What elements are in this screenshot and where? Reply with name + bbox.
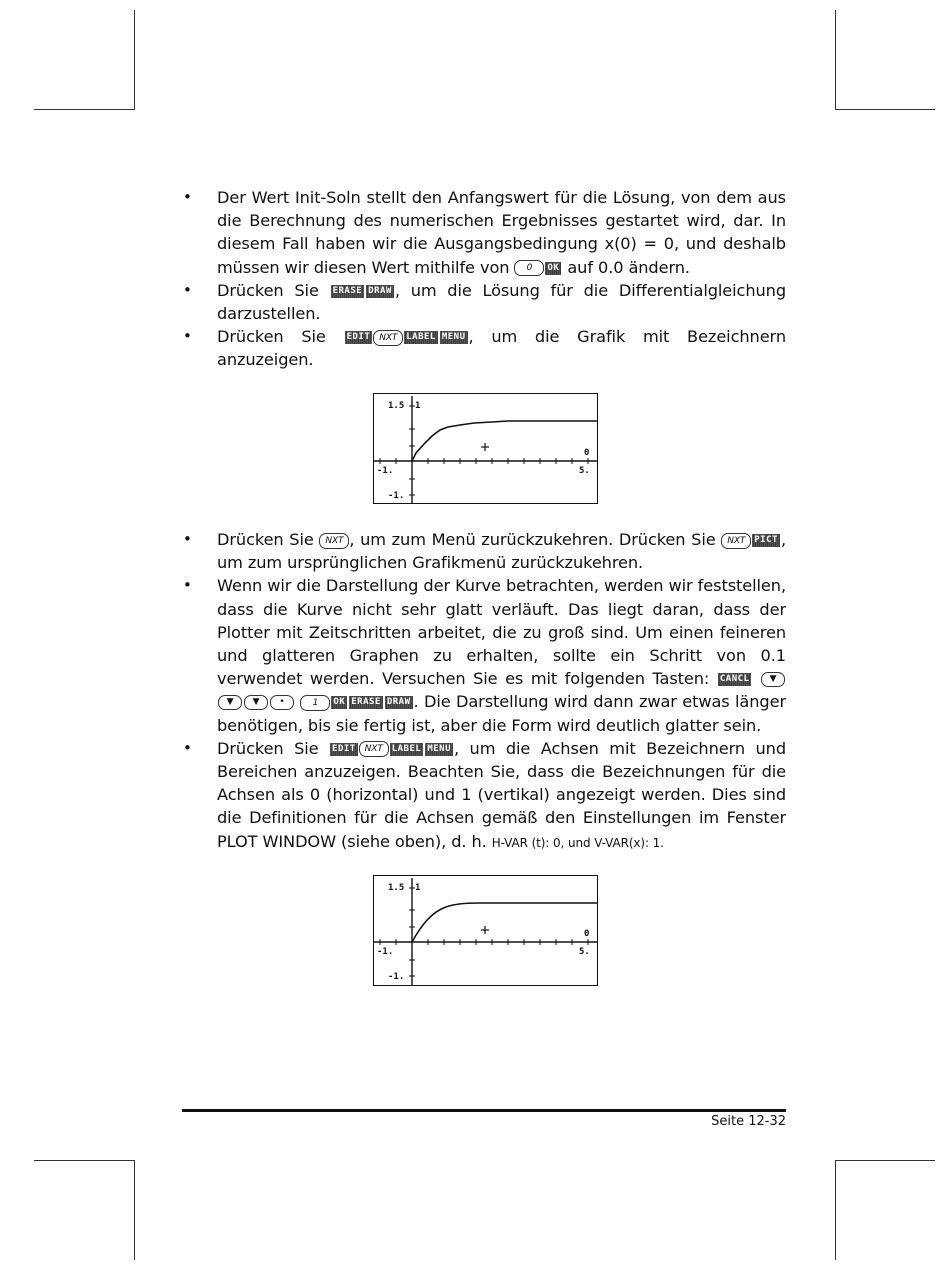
menu-key-draw: DRAW (368, 285, 392, 296)
menu-key-erase: ERASE (332, 285, 363, 296)
crop-mark (835, 109, 935, 110)
item-text: Drücken Sie (217, 327, 326, 347)
y-min-label: -1. (388, 491, 405, 501)
item-text: Drücken Sie (217, 280, 319, 300)
down-arrow-key-icon: ▼ (761, 672, 785, 687)
solution-curve (412, 421, 597, 461)
y-axis-name: 1 (415, 883, 421, 893)
page-number: Seite 12-32 (711, 1114, 786, 1129)
menu-key-pict: PICT (754, 535, 778, 545)
item-text: , um die Grafik mit Bezeichnern anzuzeigen. (217, 327, 786, 370)
plot-svg (374, 876, 597, 985)
item-text: auf 0.0 ändern. (567, 257, 690, 277)
bullet-list-top (183, 186, 786, 372)
crop-mark (835, 10, 836, 110)
menu-key-draw: DRAW (386, 697, 411, 708)
x-axis-name: 0 (584, 929, 590, 939)
calculator-plot-2 (373, 875, 598, 986)
item-text: . Die Darstellung wird dann zwar etwas länger benötigen, bis sie fertig ist, aber die Form wird deutlich glatter sein. (217, 692, 787, 735)
crop-mark (134, 10, 135, 110)
item-text: , um zum ursprünglichen Grafikmenü zurückzukehren. (217, 530, 786, 573)
page-content-lower (183, 528, 786, 855)
solution-curve (412, 903, 597, 942)
menu-key-menu: MENU (427, 743, 451, 754)
crop-mark (835, 1160, 836, 1260)
x-min-label: -1. (377, 466, 394, 476)
list-item (183, 737, 786, 855)
menu-key-edit: EDIT (332, 743, 356, 754)
x-axis-name: 0 (584, 448, 590, 458)
crop-mark (34, 1160, 134, 1161)
item-text: , um zum Menü zurückzukehren. Drücken Sie (349, 530, 716, 549)
menu-key-ok: OK (333, 697, 346, 708)
dot-key: • (270, 695, 294, 710)
bullet-list-bottom (183, 528, 786, 855)
var-settings-text: H-VAR (t): 0, und V-VAR(x): 1. (491, 835, 664, 850)
x-max-label: 5. (579, 947, 590, 957)
item-text: Drücken Sie (217, 738, 319, 758)
item-text: Wenn wir die Darstellung der Kurve betrachten, werden wir feststellen, dass die Kurve nicht sehr glatt verläuft. Das liegt daran, dass der Plotter mit Zeitschritten arbeitet, die zu groß sind. Um einen feineren und glatteren Graphen zu erhalten, sollte ein Schritt von 0.1 verwendet werden. Versuchen Sie es mit folgenden Tasten: (217, 576, 786, 689)
list-item (183, 279, 786, 325)
y-min-label: -1. (388, 972, 405, 982)
calculator-plot-1 (373, 393, 598, 504)
key-nxt: NXT (319, 533, 349, 549)
menu-key-menu: MENU (441, 332, 466, 343)
cursor-cross (481, 926, 489, 934)
page-content (183, 186, 786, 372)
menu-key-cancel: CANCL (719, 674, 750, 685)
item-text: Der Wert Init-Soln stellt den Anfangswert für die Lösung, von dem aus die Berechnung des numerischen Ergebnisses gestartet wird, dar. In diesem Fall haben wir die Ausgangsbedingung x(0) = 0, und deshalb müssen wir diesen Wert mithilfe von (217, 188, 786, 277)
menu-key-label: LABEL (391, 743, 422, 754)
y-top-label: 1.5 (388, 883, 405, 893)
item-text: Drücken Sie (217, 530, 314, 549)
menu-key-erase: ERASE (351, 697, 381, 708)
menu-key-edit: EDIT (346, 332, 371, 343)
x-max-label: 5. (579, 466, 590, 476)
key-nxt: NXT (373, 330, 403, 346)
down-arrow-key-icon: ▼ (218, 695, 242, 710)
down-arrow-key-icon: ▼ (244, 695, 268, 710)
item-text: , um die Achsen mit Bezeichnern und Bereichen anzuzeigen. Beachten Sie, dass die Bezeichnungen für die Achsen als 0 (horizontal) und 1 (vertikal) angezeigt werden. Dies sind die Definitionen für die Achsen gemäß den Einstellungen im Fenster PLOT WINDOW (siehe oben), d. h. (217, 738, 787, 851)
list-item (183, 528, 786, 574)
cursor-cross (481, 443, 489, 451)
menu-key-ok: OK (547, 262, 560, 273)
y-axis-name: 1 (415, 401, 421, 411)
x-min-label: -1. (377, 947, 394, 957)
item-text: , um die Lösung für die Differentialgleichung darzustellen. (217, 280, 787, 324)
y-top-label: 1.5 (388, 401, 405, 411)
list-item (183, 186, 786, 279)
key-nxt: NXT (721, 533, 751, 549)
crop-mark (835, 1160, 935, 1161)
list-item (183, 574, 786, 736)
crop-mark (134, 1160, 135, 1260)
footer-rule (182, 1109, 786, 1112)
key-1: 1 (300, 695, 330, 711)
plot-svg (374, 394, 597, 503)
key-nxt: NXT (359, 741, 389, 757)
key-0: 0 (514, 260, 544, 276)
crop-mark (34, 109, 134, 110)
list-item (183, 325, 786, 371)
menu-key-label: LABEL (406, 332, 436, 343)
